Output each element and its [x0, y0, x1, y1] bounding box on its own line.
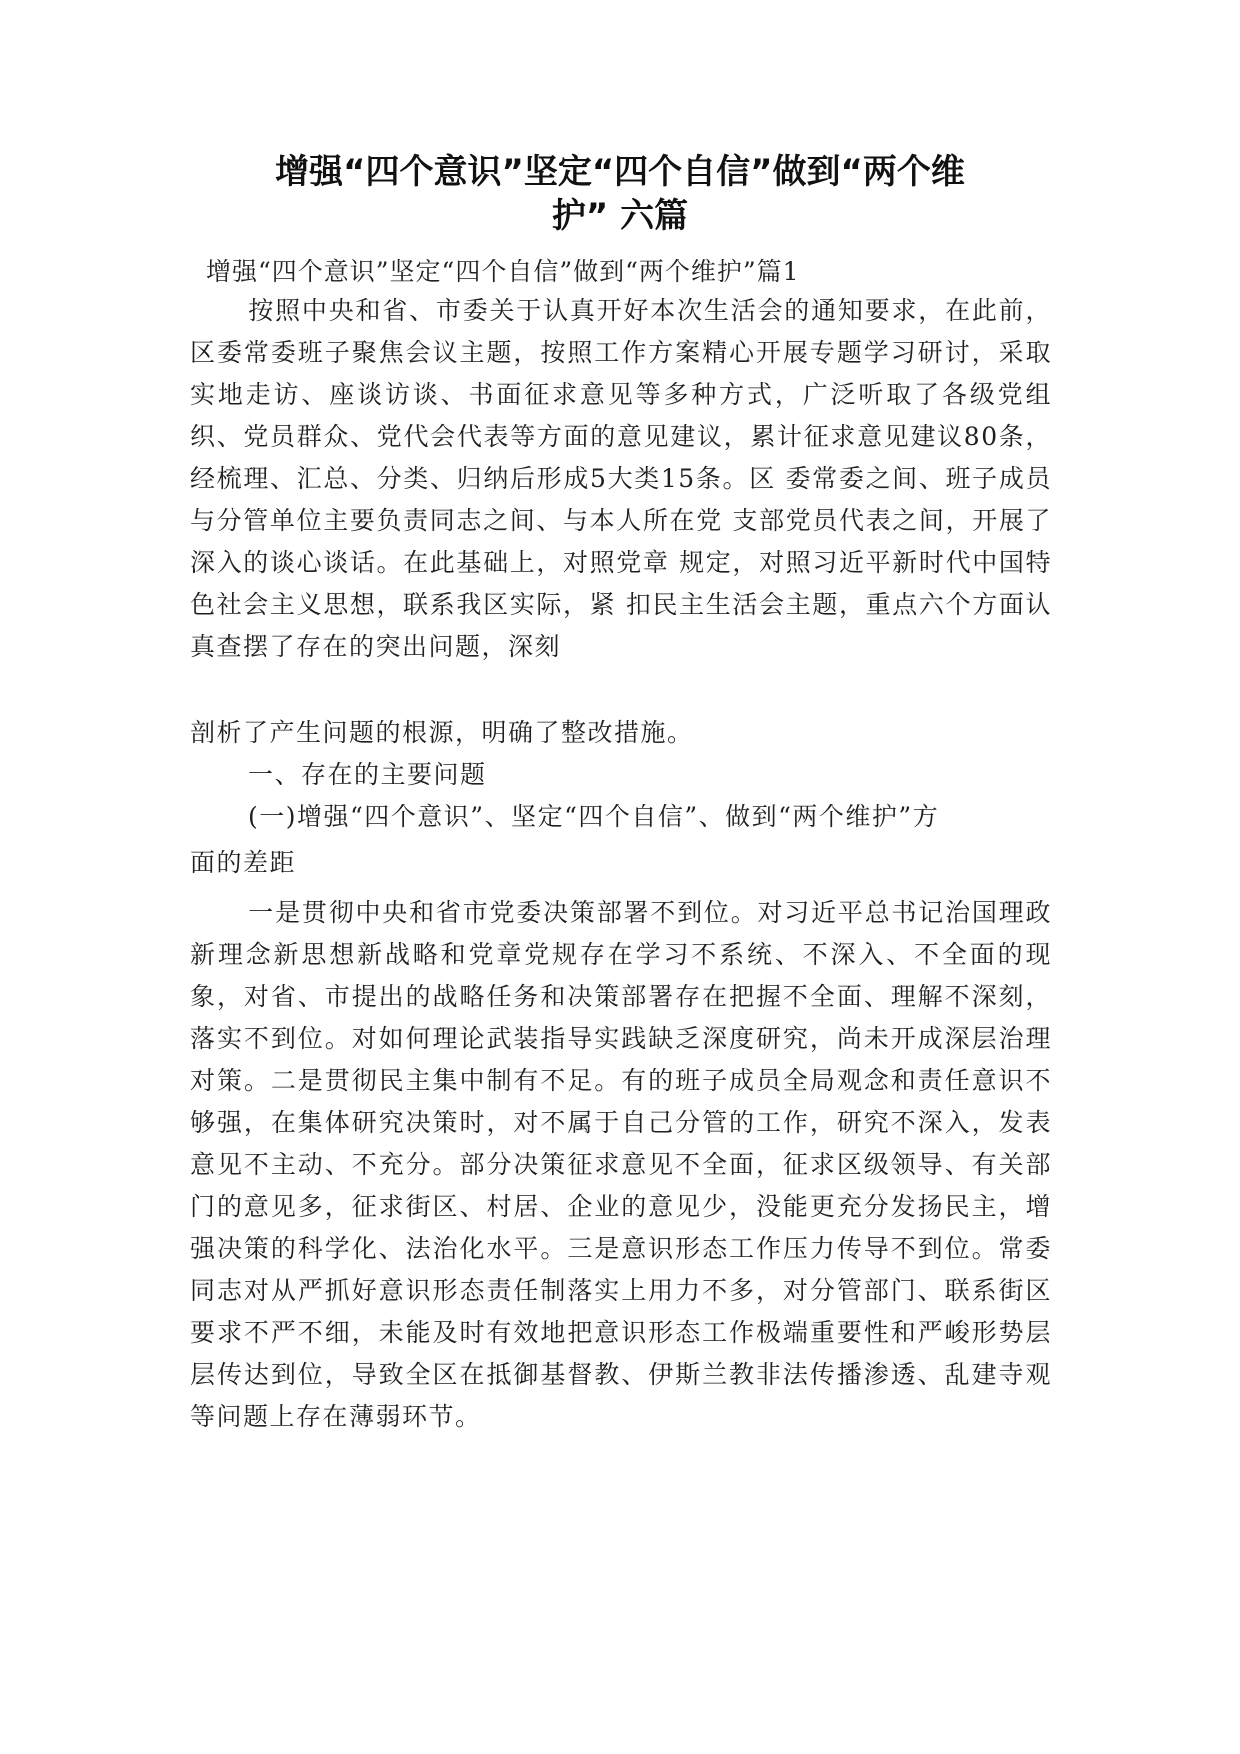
paragraph-1: [190, 290, 1052, 668]
document-title: [180, 150, 1060, 238]
paragraph-1-text: 按照中央和省、市委关于认真开好本次生活会的通知要求，在此前，区委常委班子聚焦会议主题，按照工作方案精心开展专题学习研讨，采取实地走访、座谈访谈、书面征求意见等多种方式，广泛听取了各级党组织、党员群众、党代会代表等方面的意见建议，累计征求意见建议80条，经梳理、汇总、分类、归纳后形成5大类15条。区 委常委之间、班子成员与分管单位主要负责同志之间、与本人所在党 支部党员代表之间，开展了深入的谈心谈话。在此基础上，对照党章 规定，对照习近平新时代中国特色社会主义思想，联系我区实际，紧 扣民主生活会主题，重点六个方面认真查摆了存在的突出问题，深刻: [190, 296, 1052, 661]
paragraph-2: [190, 892, 1052, 1438]
article-subtitle: 增强“四个意识”坚定“四个自信”做到“两个维护”篇1: [206, 257, 800, 286]
paragraph-1-tail: 剖析了产生问题的根源，明确了整改措施。: [190, 718, 694, 747]
subsection-heading-1-cont: 面的差距: [190, 848, 297, 877]
title-line-2: 护” 六篇: [551, 196, 689, 236]
section-heading-1: 一、存在的主要问题: [248, 760, 487, 789]
subsection-heading-1: (一)增强“四个意识”、坚定“四个自信”、做到“两个维护”方: [248, 802, 940, 831]
paragraph-2-text: 一是贯彻中央和省市党委决策部署不到位。对习近平总书记治国理政新理念新思想新战略和党章党规存在学习不系统、不深入、不全面的现象，对省、市提出的战略任务和决策部署存在把握不全面、理解不深刻，落实不到位。对如何理论武装指导实践缺乏深度研究，尚未开成深层治理对策。二是贯彻民主集中制有不足。有的班子成员全局观念和责任意识不够强，在集体研究决策时，对不属于自己分管的工作，研究不深入，发表意见不主动、不充分。部分决策征求意见不全面，征求区级领导、有关部门的意见多，征求街区、村居、企业的意见少，没能更充分发扬民主，增强决策的科学化、法治化水平。三是意识形态工作压力传导不到位。常委同志对从严抓好意识形态责任制落实上用力不多，对分管部门、联系街区要求不严不细，未能及时有效地把意识形态工作极端重要性和严峻形势层层传达到位，导致全区在抵御基督教、伊斯兰教非法传播渗透、乱建寺观等问题上存在薄弱环节。: [190, 898, 1052, 1431]
title-line-1: 增强“四个意识”坚定“四个自信”做到“两个维: [275, 152, 965, 192]
